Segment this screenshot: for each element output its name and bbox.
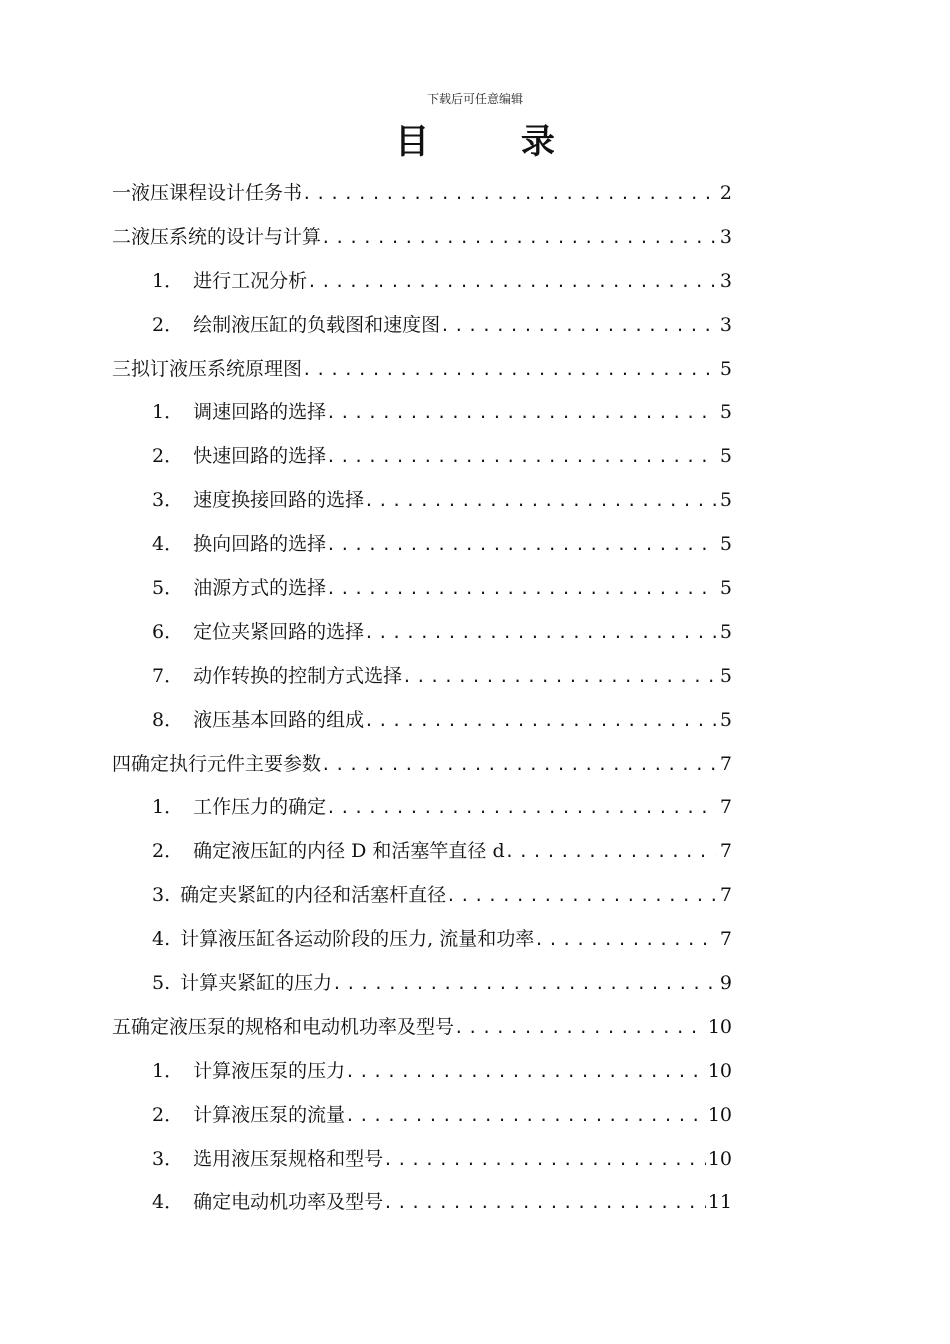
- toc-entry[interactable]: [112, 1181, 732, 1225]
- toc-entry-title: 确定液压泵的规格和电动机功率及型号: [131, 1015, 455, 1038]
- toc-entry-page: 5: [719, 401, 732, 424]
- toc-entry[interactable]: [112, 523, 732, 567]
- toc-entry-title: 进行工况分析: [193, 269, 308, 292]
- toc-entry-page: 10: [707, 1103, 732, 1126]
- toc-entry-page: 5: [719, 577, 732, 600]
- toc-leader-dots: [505, 830, 716, 874]
- toc-entry-number: 二: [112, 225, 132, 248]
- toc-entry-page: 5: [719, 708, 732, 731]
- toc-entry-title: 计算夹紧缸的压力: [180, 972, 333, 995]
- toc-entry-number: 三: [112, 357, 132, 380]
- toc-entry-number: 五: [112, 1015, 132, 1038]
- toc-leader-dots: [326, 523, 716, 567]
- toc-entry[interactable]: [112, 743, 732, 787]
- toc-leader-dots: [383, 1181, 706, 1225]
- toc-entry-title: 绘制液压缸的负载图和速度图: [193, 313, 441, 336]
- toc-entry-number: 4．: [152, 533, 184, 556]
- toc-leader-dots: [321, 743, 716, 787]
- toc-entry[interactable]: [112, 216, 732, 260]
- toc-entry-title: 确定夹紧缸的内径和活塞杆直径: [180, 884, 447, 907]
- toc-leader-dots: [383, 1138, 706, 1182]
- toc-leader-dots: [326, 391, 716, 435]
- toc-entry-number: 1．: [152, 1059, 184, 1082]
- toc-entry-page: 5: [719, 445, 732, 468]
- toc-entry-number: 5.: [152, 972, 171, 995]
- toc-leader-dots: [364, 699, 716, 743]
- toc-leader-dots: [454, 1006, 706, 1050]
- toc-entry[interactable]: [112, 655, 732, 699]
- toc-entry-title: 换向回路的选择: [193, 533, 327, 556]
- toc-entry-title: 调速回路的选择: [193, 401, 327, 424]
- toc-entry-title: 确定电动机功率及型号: [193, 1191, 384, 1214]
- toc-entry-number: 1．: [152, 269, 184, 292]
- toc-entry[interactable]: [112, 1050, 732, 1094]
- toc-entry-page: 3: [719, 225, 732, 248]
- toc-entry-page: 3: [719, 269, 732, 292]
- toc-entry-title: 定位夹紧回路的选择: [193, 620, 365, 643]
- toc-entry-page: 5: [719, 489, 732, 512]
- toc-entry-page: 5: [719, 357, 732, 380]
- toc-entry[interactable]: [112, 918, 732, 962]
- toc-entry-title: 液压基本回路的组成: [193, 708, 365, 731]
- toc-entry-number: 2．: [152, 1103, 184, 1126]
- toc-leader-dots: [321, 216, 716, 260]
- toc-entry-page: 9: [719, 972, 732, 995]
- toc-entry-number: 3．: [152, 1147, 184, 1170]
- toc-leader-dots: [302, 172, 716, 216]
- toc-entry-page: 7: [719, 840, 732, 863]
- toc-entry-number: 3.: [152, 884, 171, 907]
- toc-leader-dots: [345, 1094, 706, 1138]
- toc-leader-dots: [345, 1050, 706, 1094]
- toc-entry-title: 液压课程设计任务书: [131, 182, 303, 204]
- toc-entry[interactable]: [112, 435, 732, 479]
- toc-entry-number: 4.: [152, 928, 171, 951]
- toc-entry[interactable]: [112, 874, 732, 918]
- toc-entry-page: 10: [707, 1147, 732, 1170]
- toc-leader-dots: [534, 918, 716, 962]
- toc-entry-title: 快速回路的选择: [193, 445, 327, 468]
- toc-entry-number: 8．: [152, 708, 184, 731]
- toc-entry-page: 2: [719, 182, 732, 204]
- toc-entry-title: 速度换接回路的选择: [193, 489, 365, 512]
- toc-entry-number: 2．: [152, 313, 184, 336]
- toc-entry-page: 5: [719, 533, 732, 556]
- page-title: 目 录: [395, 122, 595, 162]
- toc-leader-dots: [326, 567, 716, 611]
- toc-entry[interactable]: [112, 786, 732, 830]
- toc-entry-title: 选用液压泵规格和型号: [193, 1147, 384, 1170]
- toc-leader-dots: [364, 479, 716, 523]
- toc-entry-title: 计算液压缸各运动阶段的压力, 流量和功率: [180, 928, 535, 951]
- toc-entry[interactable]: [112, 479, 732, 523]
- toc-entry-number: 1．: [152, 796, 184, 819]
- toc-entry-page: 7: [719, 928, 732, 951]
- toc-entry-page: 5: [719, 664, 732, 687]
- toc-entry-number: 3．: [152, 489, 184, 512]
- toc-entry-title: 计算液压泵的压力: [193, 1059, 346, 1082]
- toc-entry[interactable]: [112, 348, 732, 392]
- table-of-contents: [112, 172, 732, 1225]
- toc-leader-dots: [302, 348, 716, 392]
- toc-entry[interactable]: [112, 260, 732, 304]
- toc-leader-dots: [332, 962, 716, 1006]
- toc-entry[interactable]: [112, 172, 732, 216]
- toc-entry[interactable]: [112, 567, 732, 611]
- toc-entry-number: 2．: [152, 445, 184, 468]
- toc-entry[interactable]: [112, 962, 732, 1006]
- toc-entry[interactable]: [112, 1006, 732, 1050]
- toc-leader-dots: [364, 611, 716, 655]
- toc-entry-page: 10: [707, 1059, 732, 1082]
- toc-entry-number: 4．: [152, 1191, 184, 1214]
- toc-entry-page: 5: [719, 620, 732, 643]
- toc-entry-page: 10: [707, 1015, 732, 1038]
- header-note: 下载后可任意编辑: [426, 92, 523, 106]
- toc-leader-dots: [326, 786, 716, 830]
- toc-entry-title: 动作转换的控制方式选择: [193, 664, 403, 687]
- toc-entry[interactable]: [112, 1138, 732, 1182]
- toc-entry-page: 7: [719, 752, 732, 775]
- toc-leader-dots: [307, 260, 716, 304]
- toc-entry-number: 1．: [152, 401, 184, 424]
- toc-entry-number: 2．: [152, 840, 184, 863]
- toc-entry-page: 11: [707, 1191, 732, 1214]
- toc-entry-number: 6．: [152, 620, 184, 643]
- toc-entry-title: 液压系统的设计与计算: [131, 225, 322, 248]
- toc-entry-number: 四: [112, 752, 132, 775]
- toc-entry-title: 确定执行元件主要参数: [131, 752, 322, 775]
- toc-entry-page: 7: [719, 796, 732, 819]
- toc-leader-dots: [402, 655, 716, 699]
- toc-entry-title: 确定液压缸的内径 D 和活塞竿直径 d: [193, 840, 505, 863]
- toc-entry-page: 3: [719, 313, 732, 336]
- toc-entry[interactable]: [112, 699, 732, 743]
- toc-entry[interactable]: [112, 1094, 732, 1138]
- toc-entry-number: 一: [112, 182, 132, 204]
- toc-entry-number: 5．: [152, 577, 184, 600]
- toc-entry[interactable]: [112, 304, 732, 348]
- toc-leader-dots: [326, 435, 716, 479]
- toc-entry[interactable]: [112, 830, 732, 874]
- toc-entry-title: 油源方式的选择: [193, 577, 327, 600]
- toc-entry[interactable]: [112, 391, 732, 435]
- toc-leader-dots: [440, 304, 716, 348]
- toc-entry[interactable]: [112, 611, 732, 655]
- toc-entry-page: 7: [719, 884, 732, 907]
- toc-entry-title: 拟订液压系统原理图: [131, 357, 303, 380]
- toc-entry-title: 工作压力的确定: [193, 796, 327, 819]
- toc-leader-dots: [446, 874, 716, 918]
- toc-entry-title: 计算液压泵的流量: [193, 1103, 346, 1126]
- toc-entry-number: 7．: [152, 664, 184, 687]
